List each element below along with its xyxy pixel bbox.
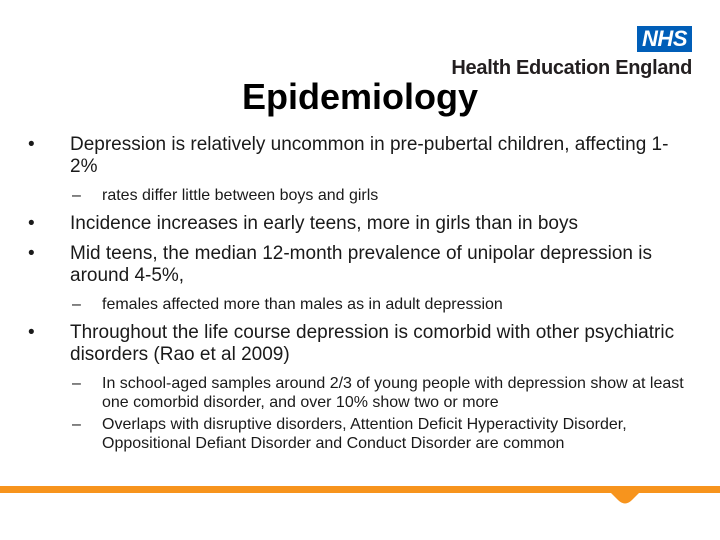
bullet-marker: • [28,322,35,343]
dash-marker: – [72,416,81,433]
sub-bullet-text: Overlaps with disruptive disorders, Attention Deficit Hyperactivity Disorder, Oppositional Defiant Disorder and Conduct Disorder are common [102,416,627,452]
sub-bullet-item [28,186,696,205]
sub-bullet-item [28,415,696,453]
bullet-item [28,134,696,178]
bullet-item [28,213,696,235]
dash-marker: – [72,296,81,313]
slide-title: Epidemiology [241,76,479,117]
sub-bullet-text: females affected more than males as in adult depression [102,296,503,313]
dash-marker: – [72,375,81,392]
sub-bullet-text: rates differ little between boys and girls [102,187,379,204]
bullet-text: Depression is relatively uncommon in pre-pubertal children, affecting 1- 2% [70,134,669,177]
bullet-marker: • [28,243,35,264]
bullet-item [28,322,696,366]
nhs-logo: NHS [637,26,692,52]
bullet-marker: • [28,213,35,234]
slide-body [28,134,696,455]
bullet-item [28,243,696,287]
bullet-text: Throughout the life course depression is comorbid with other psychiatric disorders (Rao et al 2009) [70,322,675,365]
hee-logo [451,26,692,80]
sub-bullet-item [28,295,696,314]
bullet-text: Mid teens, the median 12-month prevalence of unipolar depression is around 4-5%, [70,243,652,286]
sub-bullet-item [28,374,696,412]
divider-notch [610,492,640,508]
sub-bullet-text: In school-aged samples around 2/3 of young people with depression show at least one comorbid disorder, and over 10% show two or more [102,375,684,411]
org-name: Health Education England [451,57,692,79]
bullet-marker: • [28,134,35,155]
dash-marker: – [72,187,81,204]
bullet-text: Incidence increases in early teens, more in girls than in boys [70,213,578,234]
